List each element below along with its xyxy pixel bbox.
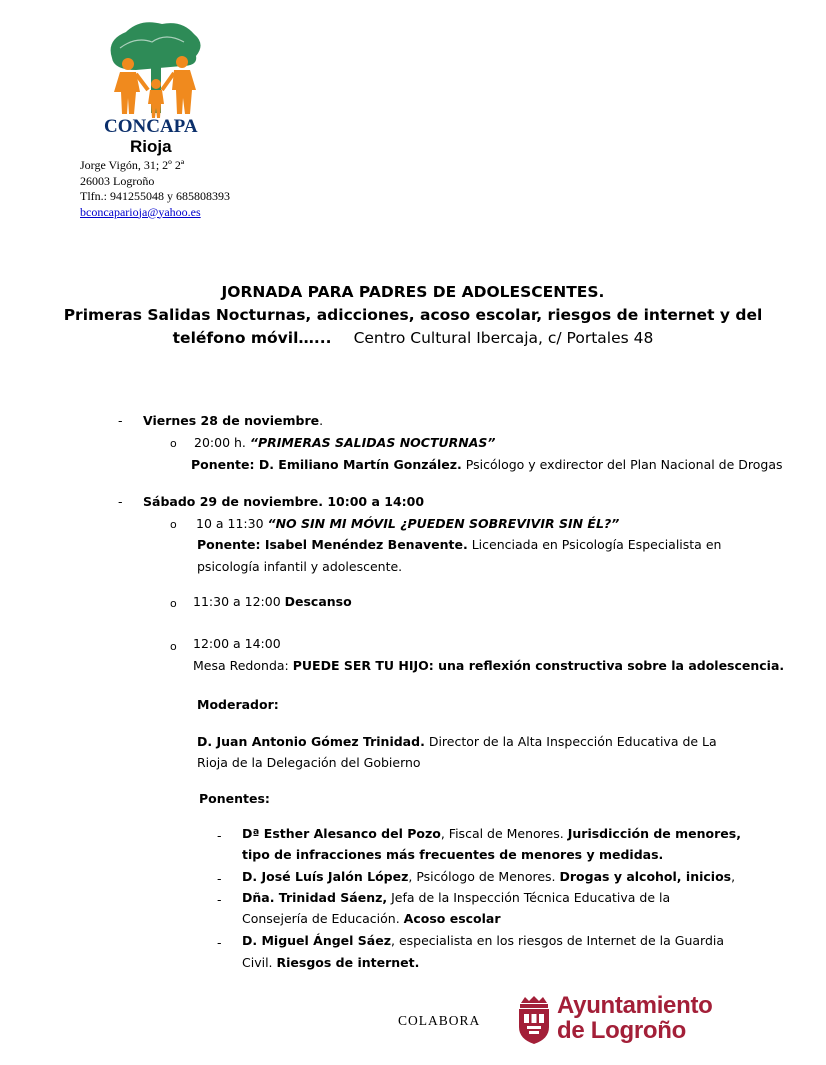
title-venue: Centro Cultural Ibercaja, c/ Portales 48 [353,329,654,347]
moderator: D. Juan Antonio Gómez Trinidad. Director de la Alta Inspección Educativa de La [197,734,717,749]
logrono-coat-of-arms-icon [517,995,551,1045]
friday-speaker: Ponente: D. Emiliano Martín González. Psicólogo y exdirector del Plan Nacional de Drogas [191,457,783,472]
speaker-item-cont: Civil. Riesgos de internet. [242,955,420,970]
speaker-item: Dª Esther Alesanco del Pozo, Fiscal de Menores. Jurisdicción de menores, [242,826,741,841]
ayuntamiento-line-1: Ayuntamiento [557,992,713,1019]
break-item: 11:30 a 12:00 Descanso [193,594,352,609]
saturday-heading: Sábado 29 de noviembre. 10:00 a 14:00 [143,494,425,509]
list-dash: - [118,413,123,428]
title-line-2: Primeras Salidas Nocturnas, adicciones, acoso escolar, riesgos de internet y del [63,306,763,324]
session-1: 10 a 11:30 “NO SIN MI MÓVIL ¿PUEDEN SOBREVIVIR SIN ÉL?” [196,516,620,531]
list-dash: - [217,871,222,886]
session-1-speaker: Ponente: Isabel Menéndez Benavente. Licenciada en Psicología Especialista en [197,537,722,552]
list-dash: - [217,935,222,950]
list-bullet: o [170,597,177,610]
speaker-item: D. José Luís Jalón López, Psicólogo de Menores. Drogas y alcohol, inicios, [242,869,736,884]
title-line-1: JORNADA PARA PADRES DE ADOLESCENTES. [221,283,605,301]
speakers-heading: Ponentes: [199,791,270,806]
session-3-time: 12:00 a 14:00 [193,636,281,651]
event-title [0,281,826,350]
friday-session: 20:00 h. “PRIMERAS SALIDAS NOCTURNAS” [194,435,496,450]
address-line: 26003 Logroño [80,173,155,188]
session-1-speaker-cont: psicología infantil y adolescente. [197,559,403,574]
round-table: Mesa Redonda: PUEDE SER TU HIJO: una reflexión constructiva sobre la adolescencia. [193,658,785,673]
speaker-item-cont: Consejería de Educación. Acoso escolar [242,911,501,926]
list-bullet: o [170,640,177,653]
moderator-heading: Moderador: [197,697,279,712]
friday-heading: Viernes 28 de noviembre. [143,413,324,428]
moderator-cont: Rioja de la Delegación del Gobierno [197,755,421,770]
speaker-item: Dña. Trinidad Sáenz, Jefa de la Inspección Técnica Educativa de la [242,890,671,905]
speaker-item-cont: tipo de infracciones más frecuentes de menores y medidas. [242,847,664,862]
list-bullet: o [170,437,177,450]
list-dash: - [217,828,222,843]
collaborates-label: COLABORA [398,1013,481,1028]
list-bullet: o [170,518,177,531]
concapa-subtitle: Rioja [130,137,172,156]
speaker-item: D. Miguel Ángel Sáez, especialista en los riesgos de Internet de la Guardia [242,933,725,948]
address-block [80,158,340,220]
email-link[interactable]: bconcaparioja@yahoo.es [80,204,201,219]
concapa-wordmark: CONCAPA [104,116,198,137]
ayuntamiento-line-2: de Logroño [557,1017,686,1044]
address-line: Jorge Vigón, 31; 2º 2ª [80,158,185,172]
list-dash: - [118,494,123,509]
list-dash: - [217,892,222,907]
address-line: Tlfn.: 941255048 y 685808393 [80,189,230,203]
title-line-3: teléfono móvil…... [172,329,332,347]
